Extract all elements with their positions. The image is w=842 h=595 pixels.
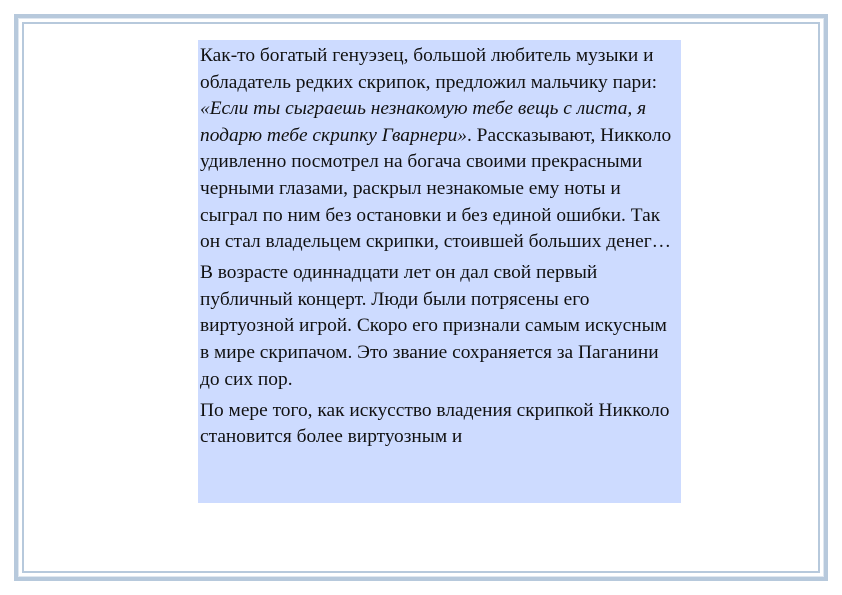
- text-box: [198, 40, 681, 503]
- paragraph-1-end: . Рассказывают, Никколо удивленно посмотрел на богача своими прекрасными черными глазами, раскрыл незнакомые ему ноты и сыграл по ним без остановки и без единой ошибки. Так он стал владельцем скрипки, стоившей больших денег…: [200, 124, 672, 253]
- paragraph-1: [200, 43, 679, 256]
- paragraph-3: По мере того, как искусство владения скрипкой Никколо становится более виртуозным и: [200, 399, 670, 448]
- paragraph-1-start: Как-то богатый генуэзец, большой любитель музыки и обладатель редких скрипок, предложил мальчику пари:: [200, 45, 658, 93]
- paragraph-2: В возрасте одиннадцати лет он дал свой первый публичный концерт. Люди были потрясены его виртуозной игрой. Скоро его признали самым искусным в мире скрипачом. Это звание сохраняется за Паганини до сих пор.: [200, 262, 667, 390]
- paragraph-1-quote: «Если ты сыграешь незнакомую тебе вещь с листа, я подарю тебе скрипку Гварнери»: [200, 98, 647, 146]
